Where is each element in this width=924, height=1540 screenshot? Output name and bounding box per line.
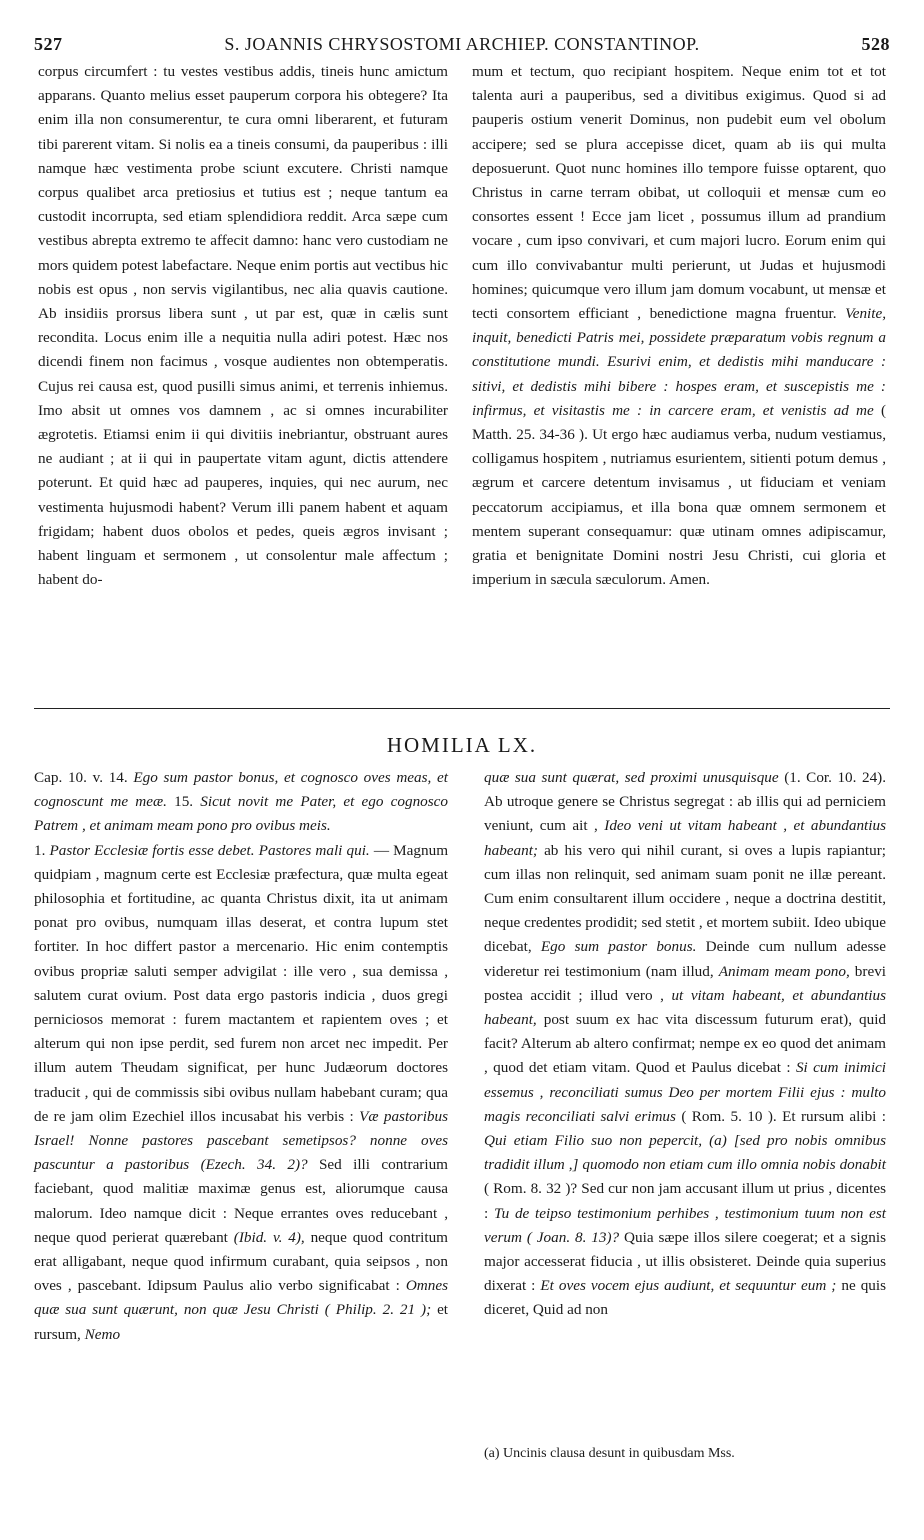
scripture-reference: ( Joan. 8. 13)? (526, 1228, 620, 1246)
scripture-quote: Tu de teipso testimonium perhibes , testimonium tuum non est verum (484, 1204, 886, 1246)
text-run: brevi postea accidit ; illud vero , (484, 962, 887, 1004)
scripture-quote: Nemo (84, 1325, 121, 1343)
scripture-quote: quæ sua sunt quærat, sed proximi unusquisque (484, 769, 779, 786)
paragraph: corpus circumfert : tu vestes vestibus addis, tineis hunc amictum apparans. Quanto melius esset pauperum corpora his obtegere? Ita enim illa non consumerentur, te cura omni liberarent, et futuram tibi parerent vitam. Si nolis ea a tineis consumi, da pauperibus : illi namque hæc vestimenta probe sciunt excutere. Christi namque corpus qualibet arca pretiosius et tutius est ; neque tantum ea custodit incorrupta, sed etiam splendidiora reddit. Arca sæpe cum vestibus abrepta extremo te affecit damno: hanc vero custodiam ne mors quidem potest labefactare. Neque enim portis aut vectibus hic nobis est opus , non servis vigilantibus, nec alia quavis cautione. Ab insidiis prorsus libera sunt , ut par est, quæ in cælis sunt recondita. Locus enim ille a nequitia nulla adiri potest. Hæc nos dicendi finem non facimus , vosque audientes non obtemperatis. Cujus rei causa est, quod pusilli simus animi, et terrenis inhiemus. Imo absit ut omnes vos damnem , ac si omnes incurabiliter ægrotetis. Etiamsi enim ii qui divitiis inebriantur, obstruant aures ne audiant ; at ii qui in paupertate vitam agunt, dictis attendere poterunt. Et quid hæc ad pauperes, inquies, qui nec aurum, nec vestimenta hujusmodi habent? Verum illi panem habent et aquam frigidam; habent duos obolos et pedes, queis ægros invisant ; habent linguam et sermonem , ut consolentur male affectum ; habent do- (38, 63, 448, 589)
running-header (34, 32, 890, 56)
text-run: Sed illi contrarium faciebant, quod malitiæ maximæ genus est, aliorumque causa malorum. Ideo namque dicit : Neque errantes oves reducebant , neque quod perierat quærebant (34, 1156, 448, 1246)
column-bottom-right (484, 766, 886, 1323)
paragraph (34, 839, 448, 1347)
scripture-reference: (Ibid. v. 4), (233, 1228, 305, 1246)
scripture-quote: Ego sum pastor bonus. (540, 938, 697, 956)
text-run: Quia sæpe illos silere coegerat; et a signis major accesserat fiducia , ut illis obsisteret. Deinde quia superius dixerat : (484, 1228, 887, 1295)
scripture-reference: ( Matth. 25. 34-36 ). (472, 401, 887, 444)
scripture-quote: Ideo veni ut vitam habeant , et abundantius habeant; (484, 817, 887, 859)
scripture-reference: (Ezech. 34. 2)? (200, 1156, 308, 1174)
verse-text: Ego sum pastor bonus, et cognosco oves meas, et cognoscunt me meæ. (34, 769, 448, 811)
scripture-quote: Omnes quæ sua sunt quærunt, non quæ Jesu Christi (34, 1277, 448, 1319)
section-rule (34, 708, 890, 709)
paragraph (472, 60, 886, 592)
scripture-quote: Væ pastoribus Israel! Nonne pastores pascebant semetipsos? nonne oves pascuntur a pastoribus (34, 1107, 449, 1174)
scripture-reference: (1. Cor. 10. 24). (784, 769, 887, 786)
scripture-reference: ( Philip. 2. 21 ); (324, 1301, 432, 1319)
text-run: Deinde cum nullum adesse videretur rei testimonium (nam illud, (484, 938, 887, 980)
scripture-quote: Et oves vocem ejus audiunt, et sequuntur eum ; (540, 1277, 837, 1295)
column-bottom-left (34, 766, 448, 1347)
scripture-reference: ( Rom. 5. 10 ). (681, 1107, 777, 1125)
scripture-quote: Si cum inimici essemus , reconciliati sumus Deo per mortem Filii ejus : multo magis reconciliati salvi erimus (484, 1059, 887, 1125)
text-run: mum et tectum, quo recipiant hospitem. Neque enim tot et tot talenta auri a pauperibus, sed a divitibus exigimus. Quod si ad pauperis ostium venerit Dominus, non pudebit eum vel obolum accipere; sed se plura accepisse dicet, quam ab iis qui multa deposuerunt. Quot nunc homines illo tempore fuisse optarent, quo Christus in carne terram obibat, ut colloquii et mensæ cum eo consortes essent ! Ecce jam licet , possumus illum ad prandium vocare , cum ipso convivari, et cum majori lucro. Eorum enim qui cum illo convivabantur multi perierunt, ut Judas et hujusmodi homines; quicumque vero illum jam domum vocabunt, ut mensæ et tecti consortem efficiant , benedictione magna fruentur. (472, 63, 886, 323)
scripture-quote: Qui etiam Filio suo non pepercit, (a) [sed pro nobis omnibus tradidit illum ,] quomodo non etiam cum illo omnia nobis donabit (484, 1132, 886, 1174)
running-head-title: S. JOANNIS CHRYSOSTOMI ARCHIEP. CONSTANTINOP. (224, 34, 700, 54)
verse-text: Sicut novit me Pater, et ego cognosco Patrem , et animam meam pono pro ovibus meis. (34, 793, 448, 835)
text-run: post suum ex hac vita discessum futurum erat), quid facit? Alterum ab altero confirmat; nempe ex eo quod det animam , quod det etiam vitam. Quod et Paulus dicebat : (484, 1011, 887, 1077)
text-run: Et rursum alibi : (782, 1107, 887, 1125)
column-top-right (472, 60, 886, 592)
chapter-label: Cap. 10. v. 14. (34, 769, 128, 786)
text-run: Ab utroque genere se Christus segregat : ab illis qui ad perniciem veniunt, cum ait , (484, 793, 886, 835)
chapter-verse-heading (34, 766, 448, 839)
footnote: (a) Uncinis clausa desunt in quibusdam Mss. (484, 1446, 735, 1461)
column-top-left (38, 60, 448, 592)
text-run: Ut ergo hæc audiamus verba, nudum vestiamus, colligamus hospitem , nutriamus esurientem, sitienti potum demus , ægrum et carcere detentum invisamus , ut fiduciam et veniam peccatorum accipiamus, et illa bona quæ omnem sermonem et mentem superant consequamur: quæ utinam omnes adipiscamur, gratia et benignitate Domini nostri Jesu Christi, cui gloria et imperium in sæcula sæculorum. Amen. (472, 426, 886, 589)
page-number-right: 528 (861, 34, 890, 54)
text-run: ab his vero qui nihil curant, si oves a lupis rapiantur; cum illas non relinquit, sed animam suam ponit ne illæ pereant. Cum enim consultarent illum occidere , neque a doctrina destitit, neque credentes prodidit; sed stetit , et mortem subiit. Ideo ubique dicebat, (484, 841, 886, 956)
page-number-left: 527 (34, 34, 63, 54)
text-run: — Magnum quidpiam , magnum certe est Ecclesiæ præfectura, quæ multa egeat philosophia et fortitudine, ac quanta Christus dixit, ita ut animam ponat pro ovibus, numquam illas deserat, et contra lupum stet fortiter. In hoc differt pastor a mercenario. Hic enim contemptis ovibus propriæ saluti semper advigilat : ille vero , sua demissa , salutem curat ovium. Post data ergo pastoris indicia , duos gregi perniciosos memorat : furem mactantem et rapientem oves ; et alterum qui non ipse perdit, sed furem non arcet nec impedit. Per illum autem Theudam significat, per hunc Judæorum doctores traducit , qui de commissis sibi ovibus nullam habebant curam; qua de re jam olim Ezechiel illos incusabat his verbis : (34, 841, 449, 1125)
verse-number: 15. (174, 793, 194, 811)
text-run: Sed cur non jam accusant illum ut prius , dicentes : (484, 1180, 886, 1222)
text-run: et rursum, (34, 1301, 449, 1343)
section-number: 1. (34, 841, 46, 859)
paragraph (484, 766, 886, 1323)
text-run: neque quod contritum erat alligabant, neque quod infirmum curabant, quia seipsos , non oves , pascebant. Idipsum Paulus alio verbo significabat : (34, 1228, 448, 1295)
scripture-quote: Venite, inquit, benedicti Patris mei, possidete præparatum vobis regnum a constitutione mundi. Esurivi enim, et dedistis mihi manducare : sitivi, et dedistis mihi bibere : hospes eram, et suscepistis me : infirmus, et visitastis me : in carcere eram, et venistis ad me (472, 305, 887, 419)
text-run: ne quis diceret, Quid ad non (484, 1277, 887, 1319)
scripture-quote: Animam meam pono, (718, 962, 850, 980)
scripture-quote: ut vitam habeant, et abundantius habeant, (484, 986, 887, 1029)
homily-title: HOMILIA LX. (386, 733, 538, 757)
section-title: Pastor Ecclesiæ fortis esse debet. Pastores mali qui. (49, 841, 370, 859)
scripture-reference: ( Rom. 8. 32 )? (484, 1180, 578, 1198)
